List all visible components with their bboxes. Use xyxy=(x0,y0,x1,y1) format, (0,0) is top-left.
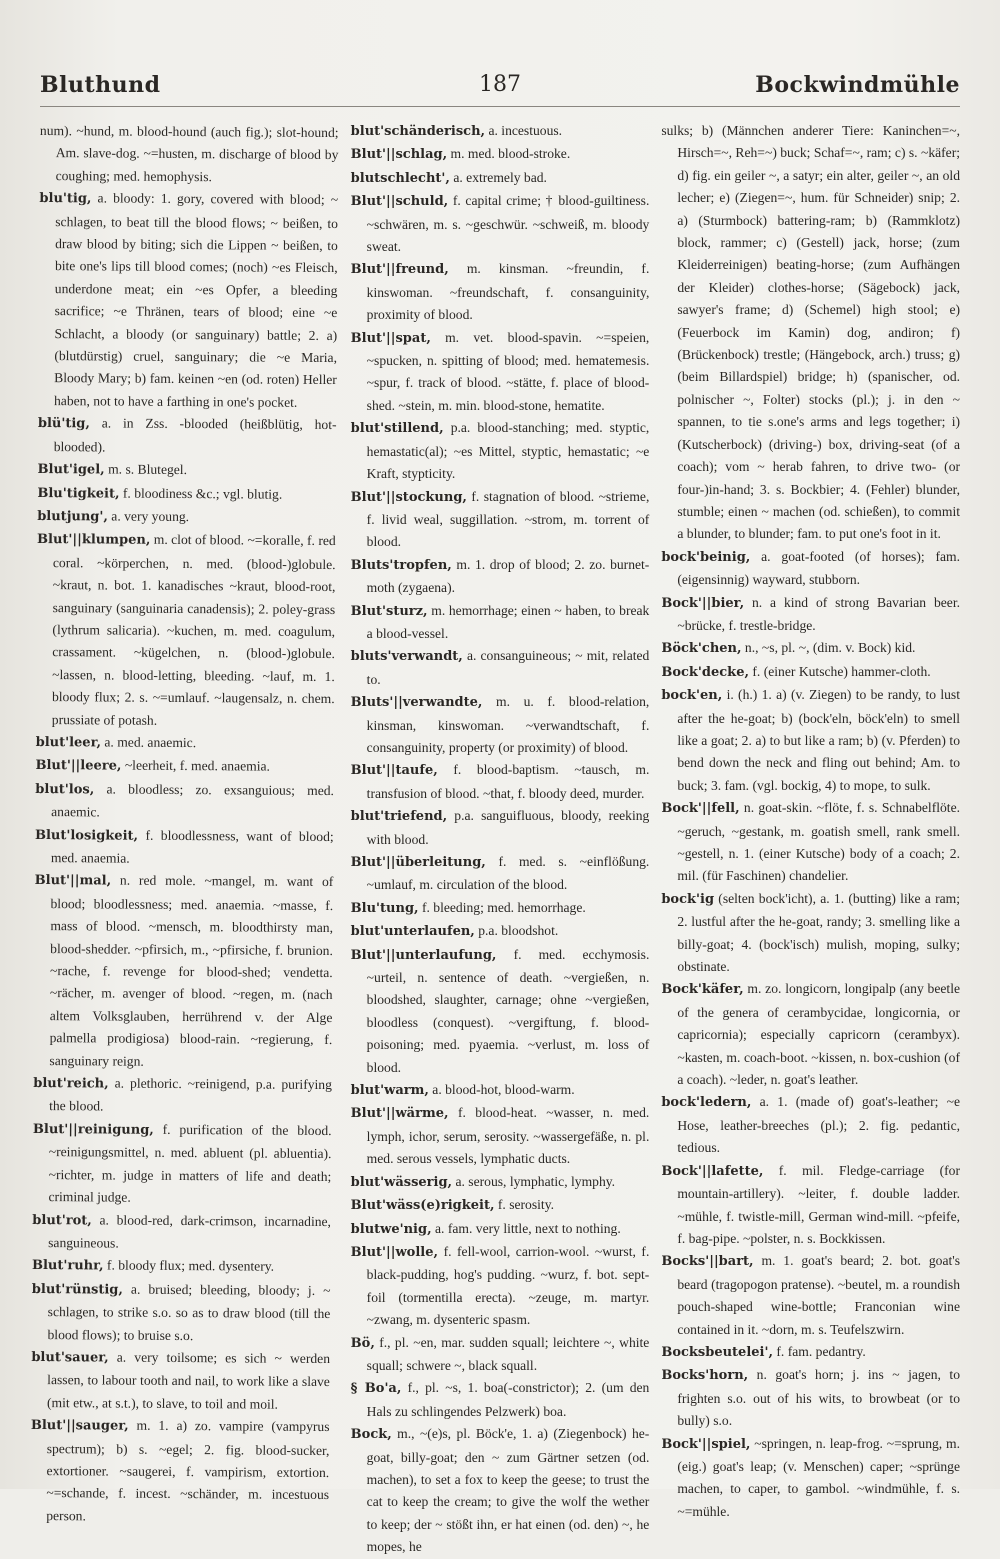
dictionary-entry-verwandte xyxy=(351,691,650,759)
entry-definition: f. med. s. ~einflößung. ~umlauf, m. circulation of the blood. xyxy=(366,854,650,893)
entry-definition: m., ~(e)s, pl. Böck'e, 1. a) (Ziegenbock) he-goat, billy-goat; den ~ zum Gärtner setzen (od. machen), to set a fox to keep the geese; to trust the cat to keep the cream; to give the wolf the wether to keep; der ~ stößt ihn, er hat einen (od. den) ~, he mopes, he xyxy=(366,1426,650,1555)
entry-headword: blutwe'nig, xyxy=(350,1221,432,1237)
dictionary-entry-wasserig xyxy=(351,1171,650,1194)
entry-headword: bock'ig xyxy=(661,891,715,907)
entry-definition: f. med. ecchymosis. ~urteil, n. sentence of death. ~vergießen, n. bloodshed, slaughter, carnage; ohne ~vergießen, bloodless (conquest). ~vergiftung, f. blood-poisoning; med. pyaemia. ~verlust, m. loss of blood. xyxy=(366,946,650,1075)
entry-headword: Blut'||wärme, xyxy=(350,1106,449,1122)
dictionary-entry-warm xyxy=(351,1079,650,1102)
column-2 xyxy=(350,120,650,1555)
dictionary-entry-unterlaufung xyxy=(351,944,650,1079)
entry-headword: Blu'tigkeit, xyxy=(37,485,120,502)
left-running-headword: Bluthund xyxy=(40,72,161,98)
dictionary-entry-blutigel xyxy=(37,458,336,483)
entry-definition: a. goat-footed (of horses); fam. (eigensinnig) wayward, stubborn. xyxy=(677,548,961,588)
entry-definition: f. bloodlessness, want of blood; med. anaemia. xyxy=(50,827,334,866)
entry-definition: m. 1. goat's beard; 2. bot. goat's beard (tragopogon pratense). ~beutel, m. a roundish pouch-shaped wine-bottle; Franconian wine contained in it. ~dorn, m. s. Teufelszwirn. xyxy=(677,1253,961,1337)
dictionary-entry-wolle xyxy=(351,1241,650,1332)
entry-headword: Bock'käfer, xyxy=(661,982,744,998)
dictionary-entry-schlecht xyxy=(351,167,650,190)
entry-definition: f. bleeding; med. hemorrhage. xyxy=(418,899,586,915)
entry-headword: Blut'||unterlaufung, xyxy=(350,947,497,963)
dictionary-entry-warme xyxy=(351,1102,650,1170)
entry-headword: Bock, xyxy=(350,1427,392,1443)
entry-headword: Blut'||überleitung, xyxy=(350,855,486,870)
entry-headword: Blut'||spat, xyxy=(350,330,431,346)
entry-headword: blu'tig, xyxy=(39,191,92,207)
entry-definition: p.a. sanguifluous, bloody, reeking with blood. xyxy=(366,808,650,847)
dictionary-entry-tropfen xyxy=(351,554,650,600)
entry-headword: Blut'||taufe, xyxy=(350,763,438,779)
entry-headword: bock'ledern, xyxy=(661,1095,752,1111)
entry-definition: m. med. blood-stroke. xyxy=(447,146,571,162)
dictionary-entry-blutjung xyxy=(37,505,336,530)
entry-definition: m. 1. drop of blood; 2. zo. burnet-moth (zygaena). xyxy=(366,556,650,596)
entry-definition: m. vet. blood-spavin. ~=speien, ~spucken, n. spitting of blood; med. hematemesis. ~spur, f. track of blood. ~stätte, f. place of blood-shed. ~stein, m. min. blood-stone, hematite. xyxy=(366,329,650,413)
entry-definition: a. fam. very little, next to nothing. xyxy=(431,1220,621,1236)
dictionary-entry-hund xyxy=(40,120,339,189)
entry-definition: n., ~s, pl. ~, (dim. v. Bock) kid. xyxy=(741,640,916,656)
page-header xyxy=(40,70,960,107)
entry-definition: m. s. Blutegel. xyxy=(104,461,188,478)
entry-headword: blutjung', xyxy=(37,508,108,525)
dictionary-entry-bock xyxy=(351,1423,650,1558)
entry-headword: blut'leer, xyxy=(35,734,102,751)
entry-definition: a. very toilsome; es sich ~ werden lassen, to labour tooth and nail, to work like a slave (mit etw., at s.t.), to slave, to toil and moil. xyxy=(46,1349,331,1412)
dictionary-entry-taufe xyxy=(351,759,650,805)
entry-definition: ~springen, n. leap-frog. ~=sprung, m. (eig.) goat's leap; (v. Menschen) caper; ~sprünge machen, to caper, to gambol. ~windmühle, f. s. ~=mühle. xyxy=(677,1435,961,1519)
right-running-headword: Bockwindmühle xyxy=(755,72,960,98)
dictionary-entry-sauer xyxy=(31,1346,330,1416)
dictionary-entry-bo xyxy=(351,1332,650,1378)
entry-definition: a. extremely bad. xyxy=(449,169,547,185)
entry-headword: Bock'||fell, xyxy=(661,801,740,817)
dictionary-entry-stockung xyxy=(351,486,650,554)
entry-definition: a. blood-hot, blood-warm. xyxy=(428,1082,575,1098)
dictionary-entry-mal xyxy=(33,869,333,1074)
entry-definition: f. purification of the blood. ~reinigungsmittel, n. med. abluent (pl. abluentia). ~richter, m. judge in matters of life and death; criminal judge. xyxy=(48,1121,332,1205)
entry-headword: Blut'igel, xyxy=(37,462,105,478)
entry-definition: m. u. f. blood-relation, kinsman, kinswoman. ~verwandtschaft, f. consanguinity, property (or proximity) of blood. xyxy=(366,694,650,755)
entry-headword: Bock'||bier, xyxy=(661,595,745,611)
entry-headword: blut'warm, xyxy=(350,1083,429,1099)
entry-definition: n. a kind of strong Bavarian beer. ~brücke, f. trestle-bridge. xyxy=(677,594,961,633)
dictionary-entry-sauger xyxy=(30,1414,329,1529)
entry-headword: Bocks'horn, xyxy=(661,1368,749,1384)
entry-definition: f. bloodiness &c.; vgl. blutig. xyxy=(119,485,283,502)
entry-headword: blut'rünstig, xyxy=(31,1281,123,1298)
entry-definition: sulks; b) (Männchen anderer Tiere: Kaninchen=~, Hirsch=~, Reh=~) buck; Schaf=~, ram; c) s. ~käfer; d) fig. ein geiler ~, a satyr; ein alter, geiler ~, an old lecher; e) (Ziegen=~, hum. für Schneider) snip; 2. a) (Sturmbock) battering-ram; b) (Rammklotz) block, rammer; c) (Gestell) jack, horse; (zum Kleiderreinigen) beating-horse; (zum Aufhängen der Kleider) clothes-horse; (Sägebock) jack, sawyer's frame; d) (Schemel) high stool; e) (Feuerbock im Kamin) dog, andiron; f) (Brückenbock) trestle; (Hängebock, arch.) truss; g) (beim Billardspiel) bridge; h) (spanischer, od. polnischer ~, Folter) stocks (pl.); j. in den ~ spannen, to tie s.one's arms and legs together; i) (Kutscherbock) (driving-) box, driving-seat (of a coach); vom ~ herab fahren, to drive two- (or four-)in-hand; 3. s. Bockbier; 4. (Fehler) blunder, stumble; einen ~ machen (od. schießen), to commit a blunder, to blunder; fam. to put one's foot in it. xyxy=(661,123,961,542)
entry-definition: f., pl. ~en, mar. sudden squall; leichtere ~, white squall; schwere ~, black squall. xyxy=(366,1334,650,1373)
entry-headword: Blut'||klumpen, xyxy=(37,532,151,549)
dictionary-entry-blutig2 xyxy=(38,412,337,460)
entry-definition: m. 1. a) zo. vampire (vampyrus spectrum); b) s. ~egel; 2. fig. blood-sucker, extortioner. ~saugerei, f. vampirism, extortion. ~=schande, f. incest. ~schänder, m. incestuous person. xyxy=(46,1417,330,1524)
entry-headword: bluts'verwandt, xyxy=(350,649,463,665)
entry-definition: m. clot of blood. ~=koralle, f. red coral. ~körperchen, n. med. (blood-)globule. ~kraut, n. bot. 1. kanadisches ~kraut, blood-root, sanguinary (sanguinaria canadensis); 2. poley-grass (lythrum salicaria). ~kuchen, m. med. coagulum, crassament. ~kügelchen, n. (blood-)globule. ~lassen, n. blood-letting, bleeding. ~lauf, m. 1. bloody flux; 2. s. ~=umlauf. ~laugensalz, n. chem. prussiate of potash. xyxy=(51,532,336,728)
entry-headword: Bö, xyxy=(350,1335,375,1351)
entry-definition: a. 1. (made of) goat's-leather; ~e Hose, leather-breeches (pl.); 2. fig. pedantic, tedious. xyxy=(677,1094,961,1156)
dictionary-entry-tung xyxy=(351,897,650,920)
dictionary-entry-bocken xyxy=(661,684,960,797)
dictionary-entry-reich xyxy=(33,1072,332,1120)
entry-headword: Blut'||mal, xyxy=(34,873,112,889)
entry-headword: blut'stillend, xyxy=(350,421,444,437)
entry-headword: Bock'||lafette, xyxy=(661,1163,764,1179)
entry-headword: Blut'||wolle, xyxy=(350,1244,439,1260)
entry-headword: Blut'||freund, xyxy=(350,262,449,278)
entry-definition: a. blood-red, dark-crimson, incarnadine, sanguineous. xyxy=(48,1211,332,1251)
entry-definition: f. mil. Fledge-carriage (for mountain-artillery). ~leiter, f. double ladder. ~mühle, f. twistle-mill, German wind-mill. ~pfeife, f. bag-pipe. ~polster, n. s. Bockkissen. xyxy=(677,1162,961,1246)
entry-headword: blut'reich, xyxy=(33,1076,109,1092)
dictionary-entry-freund xyxy=(351,258,650,326)
dictionary-entry-spat xyxy=(351,327,650,418)
entry-definition: i. (h.) 1. a) (v. Ziegen) to be randy, to lust after the he-goat; b) (bock'eln, böck'eln) to smell like a goat; 2. a) to but like a ram; b) (v. Pferden) to bend down the neck and fling out behind; Am. to buck; 3. fam. (vgl. bockig, 4) to mope, to sulk. xyxy=(677,687,961,793)
dictionary-entry-horn xyxy=(661,1364,960,1432)
entry-definition: f. fell-wool, carrion-wool. ~wurst, f. black-pudding, hog's pudding. ~wurz, f. bot. sept-foil (tormentilla erecta). ~zeuge, m. martyr. ~zwang, m. dysenteric spasm. xyxy=(366,1243,650,1328)
entry-headword: Blut'losigkeit, xyxy=(34,827,139,844)
entry-definition: f. (einer Kutsche) hammer-cloth. xyxy=(749,663,931,679)
dictionary-entry-beutelei xyxy=(661,1341,960,1364)
entry-headword: blut'wässerig, xyxy=(350,1174,453,1190)
entry-headword: Blu'tung, xyxy=(350,900,419,916)
entry-headword: Blut'||schuld, xyxy=(350,194,449,210)
entry-headword: blü'tig, xyxy=(37,416,90,432)
entry-definition: f. capital crime; † blood-guiltiness. ~schwären, m. s. ~geschwür. ~schweiß, m. bloody sweat. xyxy=(366,193,650,255)
dictionary-entry-leere xyxy=(35,754,334,779)
dictionary-entry-reinigung xyxy=(32,1118,331,1211)
dictionary-entry-verwandt xyxy=(351,645,650,691)
dictionary-entry-fell xyxy=(661,797,960,888)
entry-headword: Bock'decke, xyxy=(661,664,749,680)
entry-definition: m. hemorrhage; einen ~ haben, to break a blood-vessel. xyxy=(366,602,650,641)
entry-headword: Bluts'tropfen, xyxy=(350,557,452,573)
entry-headword: blut'schänderisch, xyxy=(350,124,486,139)
entry-definition: a. incestuous. xyxy=(485,123,563,138)
entry-definition: a. plethoric. ~reinigend, p.a. purifying the blood. xyxy=(49,1075,332,1114)
dictionary-entry-rot xyxy=(32,1208,331,1256)
dictionary-entry-unterlaufen xyxy=(351,920,650,943)
dictionary-entry-sturz xyxy=(351,600,650,646)
dictionary-entry-stillend xyxy=(351,417,650,485)
dictionary-entry-beinig xyxy=(661,546,960,592)
entry-headword: bock'beinig, xyxy=(661,549,751,565)
dictionary-entry-blutig xyxy=(38,187,338,414)
entry-definition: f., pl. ~s, 1. boa(-constrictor); 2. (um den Hals zu schlingendes Pelzwerk) boa. xyxy=(366,1380,650,1419)
entry-definition: f. blood-baptism. ~tausch, m. transfusion of blood. ~that, f. bloody deed, murder. xyxy=(366,762,650,801)
dictionary-entry-bockig xyxy=(661,888,960,979)
entry-headword: blut'sauer, xyxy=(31,1349,109,1366)
entry-definition: n. goat-skin. ~flöte, f. s. Schnabelflöte. ~geruch, ~gestank, m. goatish smell, rank smell. ~gestell, n. 1. (einer Kutsche) body of a coach; 2. mil. (für Faschinen) chandelier. xyxy=(677,800,961,884)
entry-definition: f. fam. pedantry. xyxy=(773,1343,866,1359)
entry-definition: p.a. bloodshot. xyxy=(474,923,559,939)
entry-headword: Blut'sturz, xyxy=(350,603,428,619)
entry-headword: blut'unterlaufen, xyxy=(350,924,475,940)
entry-definition: num). ~hund, m. blood-hound (auch fig.); slot-hound; Am. slave-dog. ~=husten, m. discharge of blood by coughing; med. hemophysis. xyxy=(39,122,339,185)
entry-definition: m. zo. longicorn, longipalp (any beetle of the genera of cerambycidae, longicornia, or capricornia); especially capricorn (cerambyx). ~kasten, m. coach-boot. ~kissen, n. box-cushion (of a coach). ~leder, n. goat's leather. xyxy=(677,981,961,1088)
dictionary-entry-bier xyxy=(661,592,960,638)
dictionary-entry-klumpen xyxy=(36,528,336,733)
entry-definition: a. in Zss. -blooded (heißblütig, hot-blooded). xyxy=(53,415,337,455)
entry-definition: a. consanguineous; ~ mit, related to. xyxy=(366,648,650,687)
entry-headword: Bocks'||bart, xyxy=(661,1254,754,1270)
entry-definition: f. blood-heat. ~wasser, n. med. lymph, ichor, serum, serosity. ~wassergefäße, n. pl. med. serous vessels, lymphatic ducts. xyxy=(366,1105,650,1167)
page-number: 187 xyxy=(479,72,521,97)
dictionary-entry-uberleitung xyxy=(351,851,650,897)
entry-headword: blut'los, xyxy=(35,781,95,798)
dictionary-entry-lafette xyxy=(661,1160,960,1251)
entry-headword: blut'triefend, xyxy=(350,809,448,825)
dictionary-entry-kafer xyxy=(661,978,960,1091)
column-3 xyxy=(661,120,961,1519)
column-1 xyxy=(30,120,339,1524)
entry-headword: bock'en, xyxy=(661,688,723,704)
entry-headword: Blut'||sauger, xyxy=(30,1418,129,1434)
dictionary-entry-ledern xyxy=(661,1091,960,1159)
entry-definition: a. med. anaemic. xyxy=(100,734,197,751)
entry-headword: Bluts'||verwandte, xyxy=(350,695,483,711)
entry-definition: a. very young. xyxy=(107,508,190,524)
entry-headword: § Bo'a, xyxy=(350,1381,402,1397)
entry-definition: f. bloody flux; med. dysentery. xyxy=(103,1257,275,1274)
entry-headword: Böck'chen, xyxy=(661,641,742,657)
dictionary-entry-triefend xyxy=(351,805,650,851)
entry-headword: Blut'ruhr, xyxy=(31,1258,104,1274)
text-columns xyxy=(30,120,961,1555)
entry-definition: f. serosity. xyxy=(494,1197,555,1213)
dictionary-entry-bockchen xyxy=(661,637,960,660)
dictionary-entry-wassrigkeit xyxy=(351,1194,650,1217)
entry-headword: blutschlecht', xyxy=(350,170,450,186)
dictionary-entry-runstig xyxy=(31,1278,330,1348)
entry-headword: Blut'wäss(e)rigkeit, xyxy=(350,1198,495,1214)
entry-headword: blut'rot, xyxy=(32,1212,92,1228)
entry-headword: Blut'||schlag, xyxy=(350,147,448,163)
dictionary-entry-leer xyxy=(36,731,335,756)
entry-headword: Blut'||reinigung, xyxy=(32,1121,154,1138)
entry-definition: f. stagnation of blood. ~strieme, f. livid weal, suggillation. ~strom, m. torrent of blood. xyxy=(366,488,650,550)
entry-headword: Bocksbeutelei', xyxy=(661,1344,773,1360)
dictionary-entry-wenig xyxy=(351,1218,650,1241)
dictionary-entry-decke xyxy=(661,661,960,684)
entry-definition: n. red mole. ~mangel, m. want of blood; bloodlessness; med. anaemia. ~masse, f. mass of blood. ~mensch, m. bloodthirsty man, blood-shedder. ~pfirsich, m., ~pfirsiche, f. brunion. ~rache, f. revenge for blood-shed; vendetta. ~rächer, m. avenger of blood. ~regen, m. (nach altem Volksglauben, herrührend v. der Alge palmella prodigiosa) blood-rain. ~regierung, f. sanguinary reign. xyxy=(49,872,334,1069)
dictionary-entry-bock-cont xyxy=(661,120,960,546)
entry-definition: p.a. blood-stanching; med. styptic, hemastatic(al); ~es Mittel, styptic, hemastatic; ~e Kraft, stypticity. xyxy=(366,420,650,482)
dictionary-entry-losigkeit xyxy=(35,824,334,872)
dictionary-entry-schanderisch xyxy=(351,120,650,143)
entry-definition: ~leerheit, f. med. anaemia. xyxy=(121,757,271,774)
entry-definition: a. bloodless; zo. exsanguious; med. anaemic. xyxy=(51,781,335,820)
dictionary-entry-spiel xyxy=(661,1433,960,1524)
dictionary-entry-boa xyxy=(351,1377,650,1423)
entry-headword: Bock'||spiel, xyxy=(661,1436,751,1452)
entry-definition: (selten bock'icht), a. 1. (butting) like a ram; 2. lustful after the he-goat, randy; 3. smelling like a billy-goat; 4. (bock'isch) mulish, moping, sulky; obstinate. xyxy=(677,890,961,975)
entry-definition: a. bruised; bleeding, bloody; j. ~ schlagen, to strike s.o. so as to draw blood (till the blood flows); to bruise s.o. xyxy=(47,1281,331,1343)
entry-definition: m. kinsman. ~freundin, f. kinswoman. ~freundschaft, f. consanguinity, proximity of blood. xyxy=(366,261,650,323)
entry-headword: Blut'||stockung, xyxy=(350,489,467,505)
entry-definition: a. serous, lymphatic, lymphy. xyxy=(452,1173,616,1189)
dictionary-entry-blutigkeit xyxy=(37,481,336,506)
dictionary-entry-los xyxy=(35,778,334,826)
entry-definition: n. goat's horn; j. ins ~ jagen, to frighten s.o. out of his wits, to browbeat (or to bully) s.o. xyxy=(677,1367,961,1429)
dictionary-entry-bart xyxy=(661,1250,960,1341)
entry-definition: a. bloody: 1. gory, covered with blood; ~ schlagen, to beat till the blood flows; ~ beißen, to draw blood by biting; sich die Lippen ~ beißen, to bite one's lips till blood comes; (noch) ~es Fleisch, underdone meat; ein ~es Opfer, a bleeding sacrifice; ~e Thränen, tears of blood; eine ~e Schlacht, a bloody (or sanguinary) battle; 2. a) (blutdürstig) cruel, sanguinary; die ~e Maria, Bloody Mary; b) fam. keinen ~en (od. roten) Heller haben, not to have a farthing in one's pocket. xyxy=(53,190,339,410)
dictionary-entry-schuld xyxy=(351,190,650,258)
dictionary-entry-ruhr xyxy=(32,1254,331,1279)
dictionary-entry-schlag xyxy=(351,143,650,166)
entry-headword: Blut'||leere, xyxy=(35,758,122,774)
